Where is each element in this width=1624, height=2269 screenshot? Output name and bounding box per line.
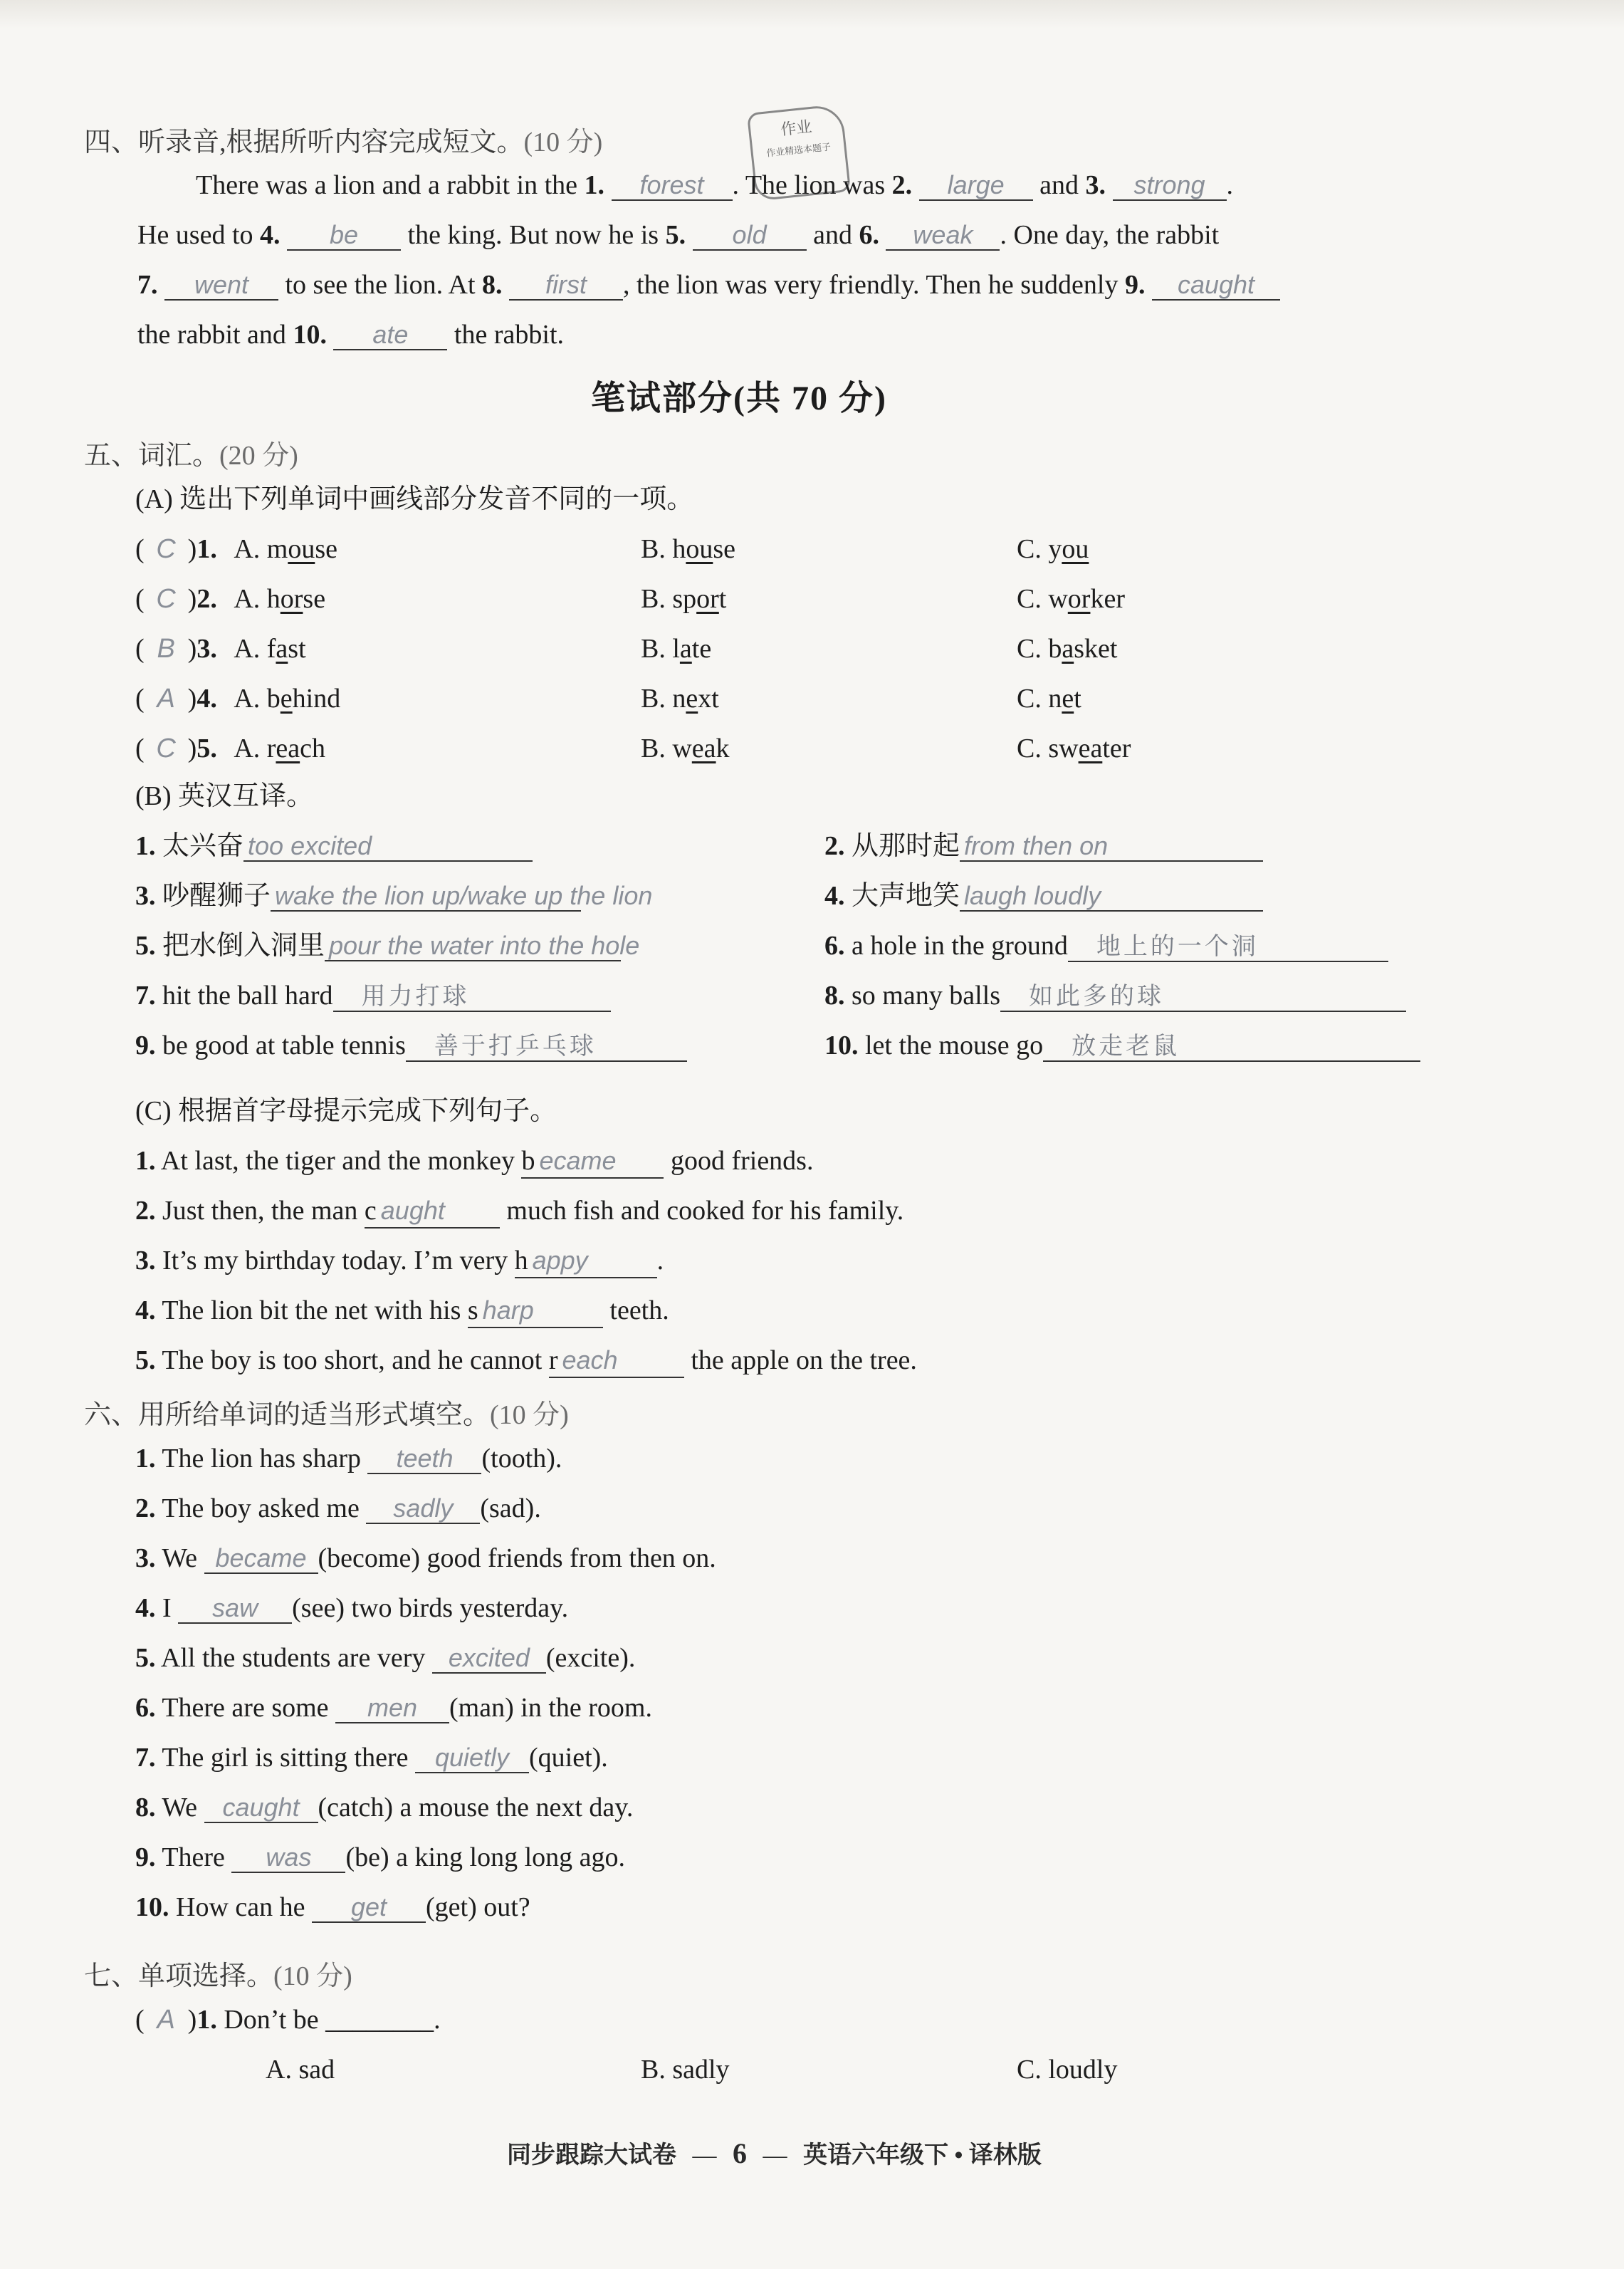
pronunciation-answer[interactable]: C	[156, 534, 176, 564]
word-form-item: 10. How can he get (get) out?	[135, 1892, 530, 1922]
word-form-answer[interactable]: was	[231, 1843, 345, 1873]
word-form-item: 4. I saw (see) two birds yesterday.	[135, 1593, 569, 1623]
initial-blank[interactable]: r each	[549, 1344, 684, 1378]
word-form-answer[interactable]: saw	[178, 1594, 292, 1624]
translation-answer[interactable]: 放走老鼠	[1043, 1032, 1420, 1062]
initial-blank[interactable]: b ecame	[521, 1144, 664, 1179]
pronunciation-item: ( C )2. A. horse	[135, 584, 326, 614]
word-form-answer[interactable]: quietly	[415, 1743, 529, 1773]
translation-answer[interactable]: too excited	[243, 832, 533, 862]
answer-9[interactable]: caught	[1152, 271, 1280, 301]
section4-heading: 四、听录音,根据所听内容完成短文。(10 分)	[84, 127, 603, 157]
translation-item: 1. 太兴奋 too excited	[135, 830, 533, 862]
part-b-title: (B) 英汉互译。	[135, 781, 314, 811]
homework-stamp: 作业 作业精选本题子	[747, 103, 851, 201]
translation-answer[interactable]: from then on	[960, 832, 1263, 862]
word-form-item: 1. The lion has sharp teeth (tooth).	[135, 1444, 562, 1473]
passage-line-3: 7. went to see the lion. At 8. first , the lion was very friendly. Then he suddenly 9. caught	[137, 268, 1280, 301]
pronunciation-option-b: B. next	[641, 684, 719, 714]
word-form-item: 2. The boy asked me sadly (sad).	[135, 1493, 541, 1523]
translation-item: 10. let the mouse go 放走老鼠	[824, 1029, 1420, 1062]
pronunciation-item: ( B )3. A. fast	[135, 634, 306, 664]
answer-3[interactable]: strong	[1113, 171, 1227, 201]
pronunciation-answer[interactable]: C	[156, 584, 176, 614]
choice-question-1: ( A )1. Don’t be ________.	[135, 2005, 441, 2035]
word-form-item: 9. There was (be) a king long long ago.	[135, 1842, 626, 1872]
part-c-title: (C) 根据首字母提示完成下列句子。	[135, 1096, 557, 1126]
section7-heading: 七、单项选择。(10 分)	[84, 1961, 352, 1991]
choice-option-a[interactable]: A. sad	[266, 2055, 335, 2085]
page-number: 6	[733, 2137, 747, 2169]
pronunciation-option-b: B. house	[641, 534, 736, 564]
section6-heading: 六、用所给单词的适当形式填空。(10 分)	[84, 1400, 569, 1430]
pronunciation-option-c: C. worker	[1017, 584, 1125, 614]
choice-answer[interactable]: A	[157, 2005, 175, 2035]
pronunciation-answer[interactable]: A	[157, 684, 175, 714]
pronunciation-option-b: B. sport	[641, 584, 727, 614]
written-part-title: 笔试部分(共 70 分)	[591, 380, 887, 417]
initial-blank[interactable]: h appy	[515, 1244, 657, 1278]
translation-answer[interactable]: 善于打乒乓球	[406, 1032, 687, 1062]
answer-4[interactable]: be	[287, 221, 401, 251]
word-form-item: 3. We became (become) good friends from then on.	[135, 1543, 716, 1573]
initial-sentence: 5. The boy is too short, and he cannot r each the apple on the tree.	[135, 1344, 917, 1378]
translation-item: 6. a hole in the ground 地上的一个洞	[824, 929, 1388, 962]
page-top-shadow	[0, 0, 1624, 28]
pronunciation-item: ( C )5. A. reach	[135, 734, 326, 763]
translation-item: 9. be good at table tennis 善于打乒乓球	[135, 1029, 687, 1062]
initial-sentence: 2. Just then, the man c aught much fish and cooked for his family.	[135, 1194, 903, 1229]
page-footer: 同步跟踪大试卷 — 6 — 英语六年级下 • 译林版	[507, 2137, 1042, 2169]
section5-heading: 五、词汇。(20 分)	[84, 441, 298, 471]
word-form-answer[interactable]: get	[312, 1893, 426, 1923]
answer-1[interactable]: forest	[612, 171, 733, 201]
translation-answer[interactable]: laugh loudly	[960, 882, 1263, 912]
word-form-answer[interactable]: teeth	[367, 1444, 481, 1474]
word-form-answer[interactable]: sadly	[366, 1494, 480, 1524]
word-form-item: 6. There are some men (man) in the room.	[135, 1693, 652, 1723]
translation-item: 7. hit the ball hard 用力打球	[135, 979, 611, 1012]
answer-7[interactable]: went	[164, 271, 278, 301]
choice-option-c[interactable]: C. loudly	[1017, 2055, 1118, 2085]
answer-6[interactable]: weak	[886, 221, 1000, 251]
pronunciation-option-b: B. late	[641, 634, 712, 664]
word-form-answer[interactable]: men	[335, 1694, 449, 1723]
translation-item: 5. 把水倒入洞里 pour the water into the hole	[135, 931, 640, 961]
word-form-item: 7. The girl is sitting there quietly (quiet).	[135, 1743, 608, 1773]
initial-blank[interactable]: s harp	[468, 1294, 603, 1328]
word-form-answer[interactable]: caught	[204, 1793, 318, 1823]
pronunciation-answer[interactable]: B	[157, 634, 175, 664]
translation-item: 2. 从那时起 from then on	[824, 830, 1263, 862]
word-form-answer[interactable]: excited	[432, 1644, 546, 1674]
passage-line-1: There was a lion and a rabbit in the 1. forest . The lion was 2. large and 3. strong .	[196, 170, 1234, 200]
word-form-item: 8. We caught (catch) a mouse the next day.	[135, 1793, 634, 1822]
initial-sentence: 3. It’s my birthday today. I’m very h appy .	[135, 1244, 664, 1278]
translation-answer[interactable]: wake the lion up/wake up the lion	[271, 882, 581, 912]
answer-5[interactable]: old	[693, 221, 807, 251]
initial-sentence: 1. At last, the tiger and the monkey b ecame good friends.	[135, 1144, 813, 1179]
pronunciation-item: ( A )4. A. behind	[135, 684, 341, 714]
answer-8[interactable]: first	[509, 271, 623, 301]
initial-blank[interactable]: c aught	[365, 1194, 500, 1229]
answer-10[interactable]: ate	[333, 320, 447, 350]
pronunciation-option-c: C. basket	[1017, 634, 1118, 664]
translation-answer[interactable]: 用力打球	[333, 982, 611, 1012]
passage-line-4: the rabbit and 10. ate the rabbit.	[137, 320, 564, 350]
pronunciation-option-c: C. sweater	[1017, 734, 1131, 763]
word-form-answer[interactable]: became	[204, 1544, 318, 1574]
pronunciation-option-c: C. you	[1017, 534, 1089, 564]
answer-2[interactable]: large	[919, 171, 1033, 201]
pronunciation-option-b: B. weak	[641, 734, 730, 763]
translation-item: 3. 吵醒狮子 wake the lion up/wake up the lion	[135, 881, 653, 911]
pronunciation-option-c: C. net	[1017, 684, 1081, 714]
translation-answer[interactable]: 地上的一个洞	[1068, 932, 1388, 962]
translation-item: 4. 大声地笑 laugh loudly	[824, 880, 1263, 912]
initial-sentence: 4. The lion bit the net with his s harp teeth.	[135, 1294, 669, 1328]
pronunciation-item: ( C )1. A. mouse	[135, 534, 337, 564]
part-a-title: (A) 选出下列单词中画线部分发音不同的一项。	[135, 484, 694, 514]
choice-option-b[interactable]: B. sadly	[641, 2055, 730, 2085]
pronunciation-answer[interactable]: C	[156, 734, 176, 763]
translation-answer[interactable]: pour the water into the hole	[325, 932, 621, 961]
word-form-item: 5. All the students are very excited (excite).	[135, 1643, 636, 1673]
passage-line-2: He used to 4. be the king. But now he is 5. old and 6. weak . One day, the rabbit	[137, 220, 1220, 250]
translation-answer[interactable]: 如此多的球	[1000, 982, 1406, 1012]
translation-item: 8. so many balls 如此多的球	[824, 979, 1406, 1012]
